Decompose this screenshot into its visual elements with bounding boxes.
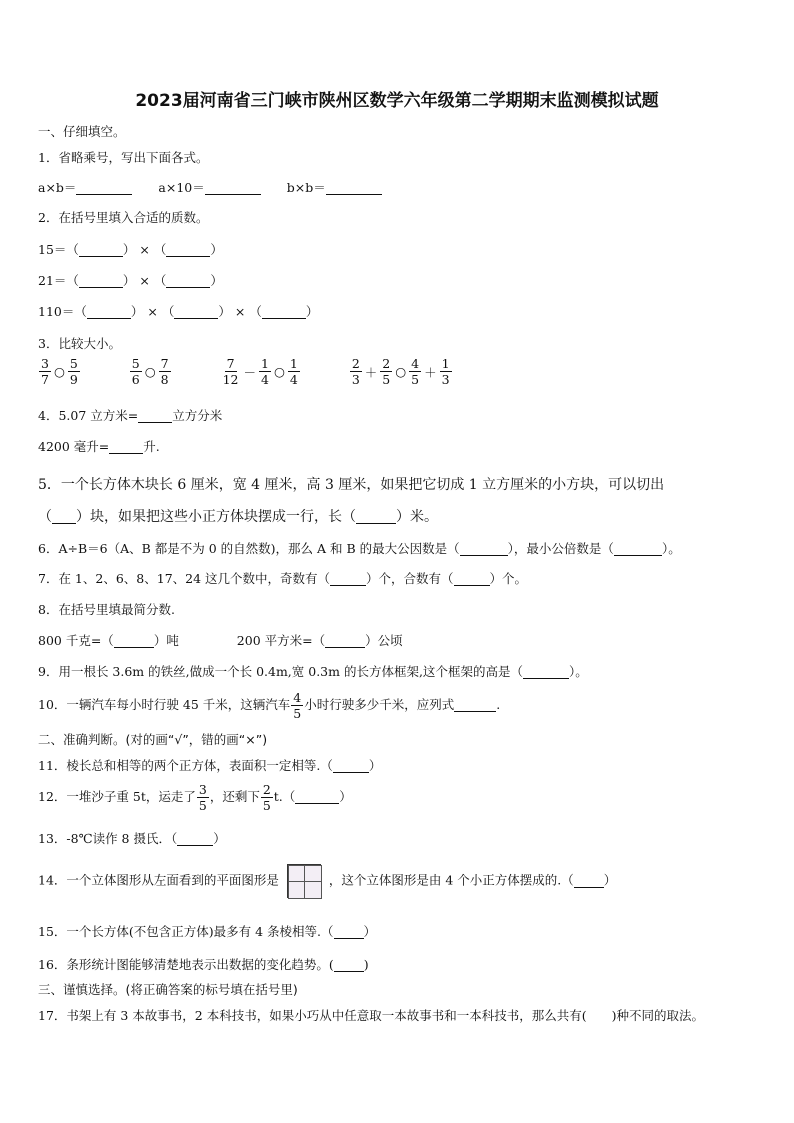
q4-line-1 [38,406,222,424]
q10-text: . [496,697,501,712]
q7-text: 7．在 1、2、6、8、17、24 这几个数中，奇数有（ [38,571,331,586]
compare-c [220,356,305,387]
answer-blank[interactable] [166,273,210,288]
answer-blank[interactable] [79,273,123,288]
left-paren: （ [66,242,79,257]
right-paren: ） [122,273,136,288]
q12-line [38,782,352,813]
answer-blank[interactable] [166,242,210,257]
answer-blank[interactable] [334,924,364,939]
q1-b-label: a×10＝ [158,180,205,195]
q6-text: 6．A÷B＝6（A、B 都是不为 0 的自然数)，那么 A 和 B 的最大公因数是（ [38,541,460,556]
right-paren: ） [210,242,223,257]
answer-blank[interactable] [174,304,218,319]
answer-blank[interactable] [460,541,508,556]
q14-line [38,864,616,898]
q1-c-label: b×b＝ [286,180,326,195]
q5-line-2 [38,506,438,526]
q12-text: 12．一堆沙子重 5t，运走了 [38,789,196,804]
q12-text: ） [339,789,352,804]
section-1-heading: 一、仔细填空。 [38,124,126,139]
q11-text: ） [368,758,382,773]
q10-text: 小时行驶多少千米，应列式 [304,697,455,712]
q8-text: 800 千克=（ [38,633,114,648]
q15-text: ） [363,924,377,939]
q1-answers [38,178,382,196]
q1-b-blank[interactable] [205,180,261,195]
q6-line [38,539,681,557]
q2-row-110 [38,302,318,320]
answer-blank[interactable] [52,509,76,524]
fraction: $\frac{7}{12}$ [222,356,239,387]
q10-line [38,690,500,721]
answer-blank[interactable] [325,633,365,648]
fraction: $\frac{3}{5}$ [198,782,207,813]
answer-blank[interactable] [454,697,496,712]
q16-line [38,955,369,973]
answer-blank[interactable] [356,509,396,524]
left-paren: （ [74,304,87,319]
left-view-figure [287,864,321,898]
q5-line-1: 5．一个长方体木块长 6 厘米，宽 4 厘米，高 3 厘米，如果把它切成 1 立方厘米的小方块，可以切出 [38,477,665,493]
fraction: $\frac{3}{7}$ [41,356,49,387]
q14-text: 14．一个立体图形从左面看到的平面图形是 [38,872,279,888]
answer-blank[interactable] [138,408,172,423]
q8-text: ）吨 [153,633,179,648]
q6-text: ），最小公倍数是（ [507,541,614,556]
q7-line [38,569,527,587]
left-paren: （ [38,509,52,525]
q2-row-21 [38,271,223,289]
q4-text: 4200 毫升= [38,439,110,454]
answer-blank[interactable] [114,633,154,648]
answer-blank[interactable] [79,242,123,257]
q1-c-blank[interactable] [326,180,382,195]
q3-comparisons [38,356,453,387]
q14-text: ，这个立体图形是由 4 个小正方体摆成的.（ [328,872,574,888]
fraction: $\frac{7}{8}$ [160,356,169,387]
fraction: $\frac{2}{5}$ [382,356,391,387]
q8-text: 200 平方米=（ [236,633,326,648]
q3-prompt: 3．比较大小。 [38,336,121,351]
times-sign: × [139,273,150,288]
q12-text: t.（ [273,789,296,804]
times-sign: × [139,242,150,257]
q2-row-label: 21＝ [38,273,67,288]
right-paren: ） [210,273,223,288]
answer-blank[interactable] [87,304,131,319]
q1-prompt: 1．省略乘号，写出下面各式。 [38,150,209,165]
q12-text: ，还剩下 [209,789,260,804]
times-sign: × [147,304,158,319]
q4-line-2 [38,437,160,455]
answer-blank[interactable] [262,304,306,319]
answer-blank[interactable] [574,873,604,888]
q8-answers [38,631,403,649]
plus-sign: ＋ [364,364,378,380]
answer-blank[interactable] [614,541,662,556]
q13-line [38,829,226,847]
q13-text: ） [213,831,226,846]
times-sign: × [234,304,246,319]
q4-unit: 立方分米 [172,408,223,423]
q2-row-label: 15＝ [38,242,67,257]
left-paren: （ [153,273,167,288]
right-paren: ） [218,304,231,319]
fraction: $\frac{4}{5}$ [411,356,420,387]
right-paren: ） [305,304,319,319]
compare-circle[interactable]: ○ [273,364,285,379]
q8-text: ）公顷 [365,633,403,648]
q11-line [38,756,381,774]
fraction: $\frac{1}{4}$ [289,356,298,387]
fraction: $\frac{2}{5}$ [262,782,271,813]
q9-line [38,662,588,680]
q9-text: ）。 [568,664,588,679]
q5-text: ）块，如果把这些小正方体块摆成一行，长（ [76,509,356,525]
q16-text: 16．条形统计图能够清楚地表示出数据的变化趋势。( [38,957,334,972]
answer-blank[interactable] [523,664,569,679]
q5-text: ）米。 [396,509,438,525]
q2-row-label: 110＝ [38,304,75,319]
q1-a-label: a×b＝ [38,180,77,195]
q9-text: 9．用一根长 3.6m 的铁丝,做成一个长 0.4m,宽 0.3m 的长方体框架,这个框架的高是（ [38,664,523,679]
section-2-heading: 二、准确判断。(对的画“√”，错的画“×”) [38,732,268,747]
compare-a [38,356,85,387]
compare-circle[interactable]: ○ [144,364,156,379]
fraction: $\frac{1}{3}$ [441,356,450,387]
fraction: $\frac{2}{3}$ [351,356,360,387]
q13-text: 13．-8℃读作 8 摄氏．（ [38,831,178,846]
section-3-heading: 三、谨慎选择。(将正确答案的标号填在括号里) [38,982,298,997]
q14-text: ） [603,872,617,888]
q8-prompt: 8．在括号里填最简分数. [38,602,175,617]
compare-circle[interactable]: ○ [395,364,407,379]
answer-blank[interactable] [330,571,366,586]
compare-b [129,356,176,387]
q7-text: ）个，合数有（ [366,571,454,586]
plus-sign: ＋ [424,364,437,380]
answer-blank[interactable] [454,571,490,586]
q10-text: 10．一辆汽车每小时行驶 45 千米，这辆汽车 [38,697,291,712]
q1-a-blank[interactable] [76,180,132,195]
q2-prompt: 2．在括号里填入合适的质数。 [38,210,209,225]
page-title: 2023届河南省三门峡市陕州区数学六年级第二学期期末监测模拟试题 [135,91,659,111]
answer-blank[interactable] [295,789,339,804]
compare-d [349,356,453,387]
answer-blank[interactable] [334,957,364,972]
q6-text: ）。 [661,541,681,556]
fraction: $\frac{1}{4}$ [261,356,269,387]
q4-unit: 升. [143,439,160,454]
q15-text: 15．一个长方体(不包含正方体)最多有 4 条棱相等.（ [38,924,334,939]
answer-blank[interactable] [177,831,213,846]
fraction: $\frac{4}{5}$ [293,690,302,721]
answer-blank[interactable] [109,439,143,454]
right-paren: ） [122,242,136,257]
compare-circle[interactable]: ○ [53,364,65,379]
q2-row-15 [38,240,223,258]
fraction: $\frac{5}{9}$ [69,356,78,387]
q7-text: ）个。 [489,571,528,586]
q17-line: 17．书架上有 3 本故事书，2 本科技书，如果小巧从中任意取一本故事书和一本科技书，那么共有( )种不同的取法。 [38,1008,704,1023]
q15-line [38,922,376,940]
q16-text: ) [363,957,369,972]
left-paren: （ [161,304,175,319]
left-paren: （ [249,304,262,319]
q4-text: 4．5.07 立方米= [38,408,139,423]
minus-sign: － [243,364,257,380]
left-paren: （ [66,273,79,288]
q11-text: 11．棱长总和相等的两个正方体，表面积一定相等.（ [38,758,333,773]
answer-blank[interactable] [333,758,369,773]
fraction: $\frac{5}{6}$ [131,356,140,387]
right-paren: ） [130,304,144,319]
left-paren: （ [153,242,167,257]
